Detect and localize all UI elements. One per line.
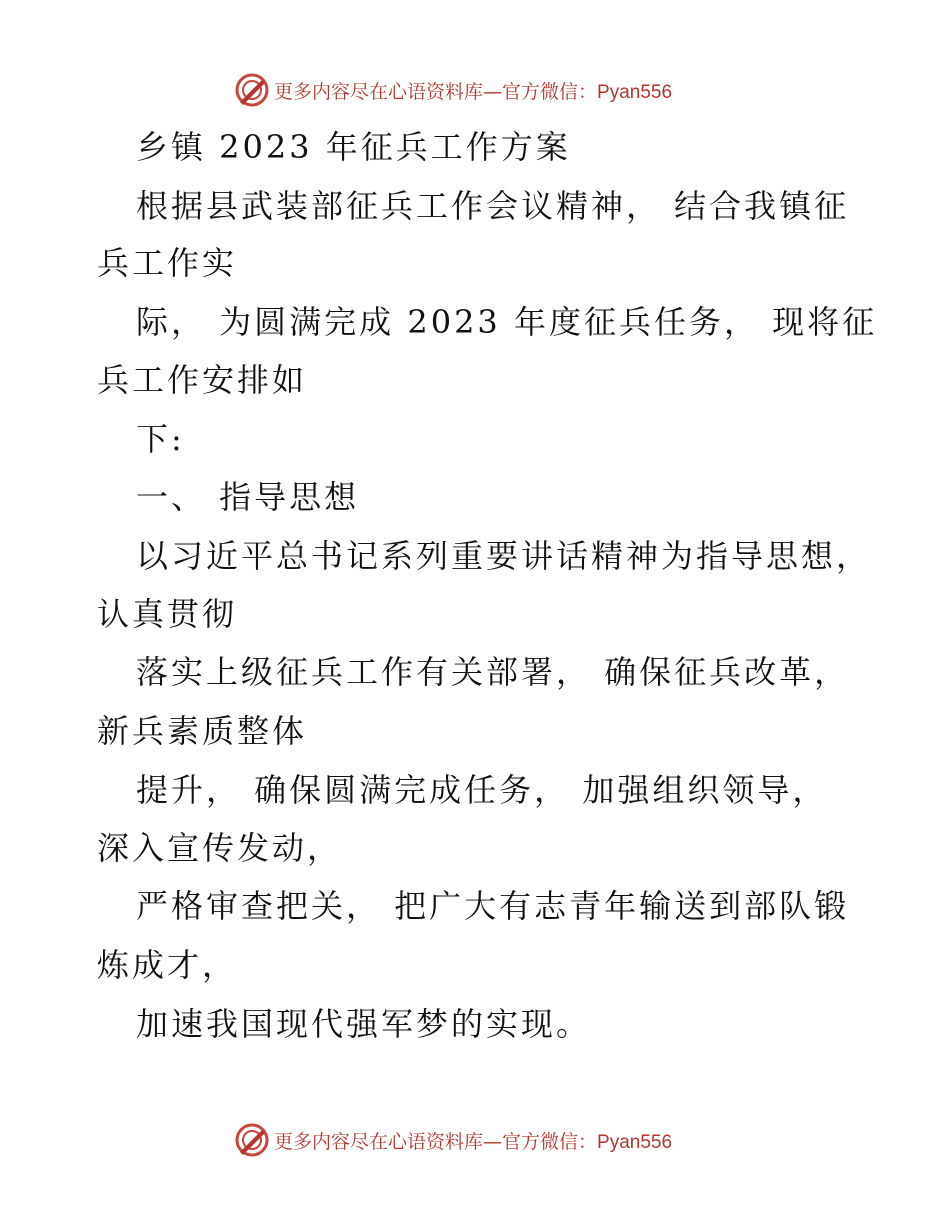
paragraph-line: 兵工作安排如 [97, 361, 308, 399]
paragraph-line: 根据县武装部征兵工作会议精神， 结合我镇征 [136, 187, 850, 225]
paragraph-line: 落实上级征兵工作有关部署， 确保征兵改革， [136, 653, 850, 691]
paragraph-line: 兵工作实 [97, 244, 238, 282]
paragraph-line: 以习近平总书记系列重要讲话精神为指导思想， [136, 537, 872, 575]
paragraph-line: 新兵素质整体 [97, 712, 308, 750]
paragraph-line: 际， 为圆满完成 2023 年度征兵任务， 现将征 [136, 303, 878, 341]
document-title: 乡镇 2023 年征兵工作方案 [136, 128, 571, 166]
paragraph-line: 深入宣传发动， [97, 829, 343, 867]
pen-logo-icon [234, 1122, 270, 1158]
paragraph-line: 提升， 确保圆满完成任务， 加强组织领导， [136, 771, 828, 809]
paragraph-line: 严格审查把关， 把广大有志青年输送到部队锻 [136, 887, 850, 925]
paragraph-line: 加速我国现代强军梦的实现。 [136, 1005, 592, 1043]
section-heading: 一、 指导思想 [136, 478, 360, 516]
paragraph-line: 炼成才， [97, 946, 238, 984]
paragraph-line: 下: [136, 420, 185, 458]
footer-watermark [234, 1120, 734, 1160]
watermark-text: 更多内容尽在心语资料库—官方微信：Pyan556 [274, 1130, 673, 1153]
paragraph-line: 认真贯彻 [97, 595, 238, 633]
watermark-text: 更多内容尽在心语资料库—官方微信：Pyan556 [274, 80, 673, 103]
